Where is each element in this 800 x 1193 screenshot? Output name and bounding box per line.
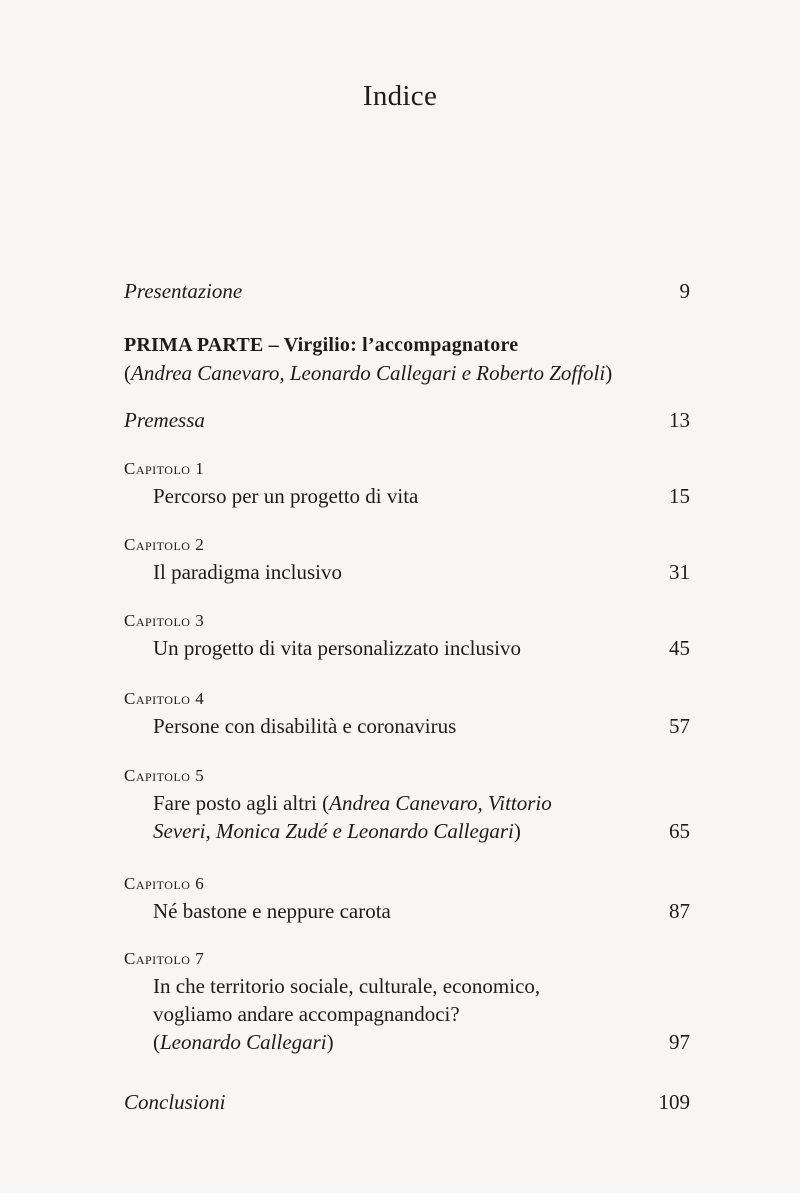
page-number: 97 <box>669 1030 690 1054</box>
chapter-title-line-2: Severi, Monica Zudé e Leonardo Callegari) <box>153 819 521 843</box>
chapter-title: Persone con disabilità e coronavirus <box>153 714 457 738</box>
authors-text: Andrea Canevaro, Leonardo Callegari e Roberto Zoffoli <box>131 361 606 385</box>
page-number: 57 <box>669 714 690 738</box>
toc-chapter-4 <box>124 688 690 740</box>
page-number: 31 <box>669 560 690 584</box>
entry-label: Conclusioni <box>124 1090 226 1114</box>
toc-entry-premessa <box>124 406 690 434</box>
authors-text: Leonardo Callegari <box>160 1030 327 1054</box>
toc-chapter-7 <box>124 948 690 1056</box>
page-number: 45 <box>669 636 690 660</box>
page-number: 87 <box>669 899 690 923</box>
chapter-title-line-1: Fare posto agli altri (Andrea Canevaro, Vittorio <box>153 791 552 815</box>
chapter-title-line-2: vogliamo andare accompagnandoci? <box>153 1002 460 1026</box>
toc-chapter-5 <box>124 765 690 845</box>
entry-label: Premessa <box>124 408 205 432</box>
chapter-title: Fare posto agli altri <box>153 791 323 815</box>
toc-chapter-1 <box>124 458 690 510</box>
entry-label: Presentazione <box>124 279 243 303</box>
chapter-title: Il paradigma inclusivo <box>153 560 342 584</box>
page-number: 9 <box>679 279 690 303</box>
chapter-title-line-1: In che territorio sociale, culturale, economico, <box>153 974 541 998</box>
toc-chapter-2 <box>124 534 690 586</box>
chapter-label: Capitolo 4 <box>124 689 205 708</box>
chapter-title: Percorso per un progetto di vita <box>153 484 419 508</box>
part-heading: PRIMA PARTE – Virgilio: l’accompagnatore <box>124 334 519 356</box>
toc-chapter-6 <box>124 873 690 925</box>
page-title: Indice <box>362 80 438 112</box>
chapter-label: Capitolo 2 <box>124 535 205 554</box>
page-number: 13 <box>669 408 690 432</box>
chapter-label: Capitolo 3 <box>124 611 205 630</box>
page-number: 15 <box>669 484 690 508</box>
chapter-authors-line-2: Severi, Monica Zudé e Leonardo Callegari <box>153 819 514 843</box>
chapter-title: Né bastone e neppure carota <box>153 899 391 923</box>
chapter-authors-line-1: Andrea Canevaro, Vittorio <box>329 791 552 815</box>
chapter-label: Capitolo 7 <box>124 949 205 968</box>
toc-entry-conclusioni <box>124 1088 690 1116</box>
chapter-label: Capitolo 6 <box>124 874 205 893</box>
part-authors: (Andrea Canevaro, Leonardo Callegari e Roberto Zoffoli) <box>124 361 613 385</box>
page-number: 65 <box>669 819 690 843</box>
chapter-authors: (Leonardo Callegari) <box>153 1030 334 1054</box>
chapter-label: Capitolo 5 <box>124 766 205 785</box>
part-heading-block <box>124 331 690 387</box>
page-number: 109 <box>658 1090 690 1114</box>
chapter-label: Capitolo 1 <box>124 459 205 478</box>
toc-entry-presentazione <box>124 277 690 305</box>
chapter-title: Un progetto di vita personalizzato inclusivo <box>153 636 521 660</box>
toc-chapter-3 <box>124 610 690 662</box>
